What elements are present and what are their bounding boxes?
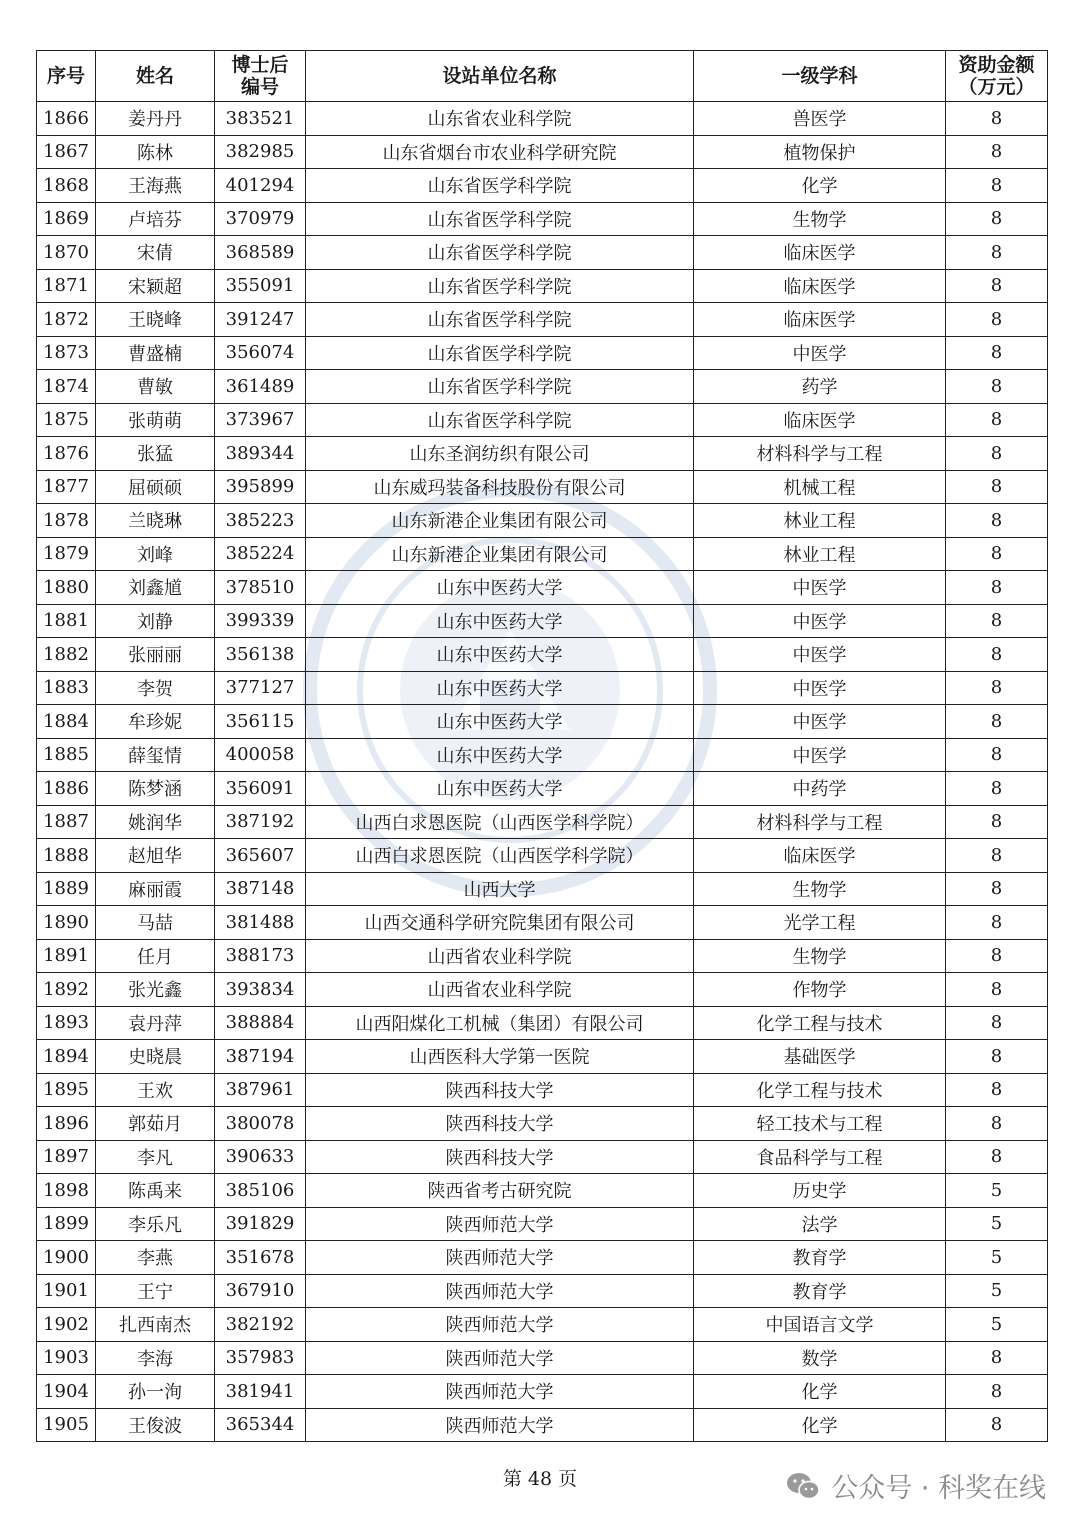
- cell-seq: 1894: [37, 1040, 96, 1074]
- cell-code: 387192: [215, 805, 306, 839]
- cell-name: 史晓晨: [96, 1040, 215, 1074]
- cell-amount: 8: [946, 169, 1048, 203]
- cell-amount: 8: [946, 671, 1048, 705]
- table-row: [37, 1408, 1048, 1442]
- cell-discipline: 中医学: [694, 604, 946, 638]
- cell-code: 401294: [215, 169, 306, 203]
- cell-seq: 1888: [37, 839, 96, 873]
- cell-unit: 陕西师范大学: [306, 1241, 694, 1275]
- cell-unit: 山东中医药大学: [306, 772, 694, 806]
- cell-name: 李海: [96, 1341, 215, 1375]
- cell-unit: 陕西师范大学: [306, 1207, 694, 1241]
- cell-unit: 山东省医学科学院: [306, 336, 694, 370]
- table-row: [37, 135, 1048, 169]
- cell-amount: 5: [946, 1308, 1048, 1342]
- cell-seq: 1896: [37, 1107, 96, 1141]
- cell-code: 387148: [215, 872, 306, 906]
- cell-unit: 山东省农业科学院: [306, 102, 694, 136]
- cell-unit: 山西医科大学第一医院: [306, 1040, 694, 1074]
- cell-code: 373967: [215, 403, 306, 437]
- cell-name: 刘静: [96, 604, 215, 638]
- cell-unit: 山西大学: [306, 872, 694, 906]
- cell-discipline: 材料科学与工程: [694, 437, 946, 471]
- cell-name: 李燕: [96, 1241, 215, 1275]
- cell-amount: 8: [946, 504, 1048, 538]
- cell-seq: 1900: [37, 1241, 96, 1275]
- cell-seq: 1902: [37, 1308, 96, 1342]
- cell-amount: 8: [946, 403, 1048, 437]
- page-number: 第 48 页: [502, 1468, 578, 1490]
- cell-seq: 1886: [37, 772, 96, 806]
- cell-discipline: 材料科学与工程: [694, 805, 946, 839]
- cell-code: 381941: [215, 1375, 306, 1409]
- cell-name: 李乐凡: [96, 1207, 215, 1241]
- cell-discipline: 中国语言文学: [694, 1308, 946, 1342]
- cell-amount: 8: [946, 772, 1048, 806]
- header-amount-line2: （万元）: [958, 76, 1035, 98]
- table-row: [37, 537, 1048, 571]
- cell-code: 381488: [215, 906, 306, 940]
- cell-name: 陈林: [96, 135, 215, 169]
- table-row: [37, 906, 1048, 940]
- cell-unit: 山东新港企业集团有限公司: [306, 504, 694, 538]
- cell-amount: 8: [946, 638, 1048, 672]
- header-code: [215, 51, 306, 102]
- cell-discipline: 林业工程: [694, 537, 946, 571]
- cell-name: 郭茹月: [96, 1107, 215, 1141]
- table-row: [37, 470, 1048, 504]
- cell-seq: 1880: [37, 571, 96, 605]
- table-row: [37, 236, 1048, 270]
- cell-seq: 1870: [37, 236, 96, 270]
- cell-name: 李贺: [96, 671, 215, 705]
- cell-discipline: 生物学: [694, 872, 946, 906]
- cell-seq: 1871: [37, 269, 96, 303]
- cell-amount: 8: [946, 370, 1048, 404]
- cell-discipline: 基础医学: [694, 1040, 946, 1074]
- cell-code: 399339: [215, 604, 306, 638]
- cell-code: 389344: [215, 437, 306, 471]
- cell-seq: 1889: [37, 872, 96, 906]
- cell-name: 姜丹丹: [96, 102, 215, 136]
- table-row: [37, 303, 1048, 337]
- table-row: [37, 705, 1048, 739]
- cell-name: 麻丽霞: [96, 872, 215, 906]
- cell-amount: 8: [946, 537, 1048, 571]
- cell-amount: 5: [946, 1274, 1048, 1308]
- cell-unit: 山东中医药大学: [306, 638, 694, 672]
- cell-amount: 8: [946, 1375, 1048, 1409]
- cell-discipline: 兽医学: [694, 102, 946, 136]
- cell-discipline: 中医学: [694, 705, 946, 739]
- cell-code: 356074: [215, 336, 306, 370]
- table-row: [37, 202, 1048, 236]
- table-row: [37, 1241, 1048, 1275]
- cell-amount: 8: [946, 738, 1048, 772]
- cell-code: 382192: [215, 1308, 306, 1342]
- table-header-row: [37, 51, 1048, 102]
- cell-discipline: 历史学: [694, 1174, 946, 1208]
- cell-name: 兰晓琳: [96, 504, 215, 538]
- cell-discipline: 中医学: [694, 671, 946, 705]
- account-watermark: [785, 1466, 1046, 1505]
- header-code-line1: 博士后: [231, 54, 289, 76]
- cell-discipline: 中医学: [694, 738, 946, 772]
- cell-seq: 1877: [37, 470, 96, 504]
- cell-discipline: 生物学: [694, 939, 946, 973]
- table-row: [37, 1107, 1048, 1141]
- cell-amount: 8: [946, 1341, 1048, 1375]
- cell-amount: 5: [946, 1207, 1048, 1241]
- cell-seq: 1901: [37, 1274, 96, 1308]
- cell-name: 薛玺情: [96, 738, 215, 772]
- cell-seq: 1897: [37, 1140, 96, 1174]
- cell-discipline: 林业工程: [694, 504, 946, 538]
- cell-seq: 1882: [37, 638, 96, 672]
- cell-seq: 1874: [37, 370, 96, 404]
- table-row: [37, 839, 1048, 873]
- cell-discipline: 药学: [694, 370, 946, 404]
- wechat-icon: [785, 1471, 821, 1501]
- cell-discipline: 教育学: [694, 1274, 946, 1308]
- cell-discipline: 中医学: [694, 638, 946, 672]
- table-row: [37, 738, 1048, 772]
- cell-amount: 8: [946, 1140, 1048, 1174]
- cell-discipline: 化学: [694, 1408, 946, 1442]
- cell-unit: 陕西科技大学: [306, 1073, 694, 1107]
- table-row: [37, 269, 1048, 303]
- cell-code: 391247: [215, 303, 306, 337]
- cell-name: 张光鑫: [96, 973, 215, 1007]
- table-row: [37, 772, 1048, 806]
- cell-unit: 山东威玛装备科技股份有限公司: [306, 470, 694, 504]
- cell-seq: 1887: [37, 805, 96, 839]
- header-name: 姓名: [96, 51, 215, 102]
- cell-amount: 8: [946, 1040, 1048, 1074]
- cell-code: 400058: [215, 738, 306, 772]
- cell-code: 383521: [215, 102, 306, 136]
- cell-code: 393834: [215, 973, 306, 1007]
- table-row: [37, 1140, 1048, 1174]
- cell-code: 368589: [215, 236, 306, 270]
- cell-amount: 8: [946, 705, 1048, 739]
- cell-code: 390633: [215, 1140, 306, 1174]
- table-row: [37, 1308, 1048, 1342]
- cell-unit: 陕西师范大学: [306, 1375, 694, 1409]
- header-amount-line1: 资助金额: [958, 54, 1035, 76]
- table-row: [37, 1274, 1048, 1308]
- table-row: [37, 939, 1048, 973]
- cell-amount: 8: [946, 1006, 1048, 1040]
- cell-unit: 陕西省考古研究院: [306, 1174, 694, 1208]
- cell-seq: 1890: [37, 906, 96, 940]
- funding-table: [36, 50, 1048, 1442]
- cell-name: 张萌萌: [96, 403, 215, 437]
- cell-unit: 山东中医药大学: [306, 671, 694, 705]
- cell-discipline: 化学工程与技术: [694, 1073, 946, 1107]
- cell-code: 367910: [215, 1274, 306, 1308]
- table-row: [37, 571, 1048, 605]
- cell-code: 380078: [215, 1107, 306, 1141]
- cell-name: 孙一洵: [96, 1375, 215, 1409]
- cell-discipline: 法学: [694, 1207, 946, 1241]
- cell-discipline: 临床医学: [694, 236, 946, 270]
- cell-discipline: 中药学: [694, 772, 946, 806]
- cell-discipline: 化学工程与技术: [694, 1006, 946, 1040]
- cell-amount: 8: [946, 839, 1048, 873]
- table-row: [37, 973, 1048, 1007]
- cell-unit: 陕西师范大学: [306, 1308, 694, 1342]
- cell-amount: 8: [946, 1107, 1048, 1141]
- table-row: [37, 604, 1048, 638]
- table-row: [37, 1341, 1048, 1375]
- table-row: [37, 1375, 1048, 1409]
- cell-unit: 山东省医学科学院: [306, 236, 694, 270]
- cell-discipline: 植物保护: [694, 135, 946, 169]
- cell-name: 刘鑫馗: [96, 571, 215, 605]
- cell-discipline: 化学: [694, 1375, 946, 1409]
- header-code-line2: 编号: [240, 76, 279, 98]
- cell-seq: 1879: [37, 537, 96, 571]
- cell-seq: 1867: [37, 135, 96, 169]
- cell-name: 牟珍妮: [96, 705, 215, 739]
- cell-name: 马喆: [96, 906, 215, 940]
- cell-name: 袁丹萍: [96, 1006, 215, 1040]
- cell-name: 曹盛楠: [96, 336, 215, 370]
- cell-seq: 1872: [37, 303, 96, 337]
- funding-table-container: [36, 50, 1047, 1442]
- cell-amount: 8: [946, 1073, 1048, 1107]
- header-discipline: 一级学科: [694, 51, 946, 102]
- cell-unit: 山东中医药大学: [306, 571, 694, 605]
- cell-name: 王俊波: [96, 1408, 215, 1442]
- cell-code: 391829: [215, 1207, 306, 1241]
- cell-code: 356091: [215, 772, 306, 806]
- cell-amount: 8: [946, 269, 1048, 303]
- cell-code: 351678: [215, 1241, 306, 1275]
- cell-code: 356115: [215, 705, 306, 739]
- cell-code: 385223: [215, 504, 306, 538]
- cell-code: 365607: [215, 839, 306, 873]
- cell-discipline: 光学工程: [694, 906, 946, 940]
- cell-code: 382985: [215, 135, 306, 169]
- table-row: [37, 638, 1048, 672]
- table-row: [37, 403, 1048, 437]
- cell-seq: 1905: [37, 1408, 96, 1442]
- cell-seq: 1891: [37, 939, 96, 973]
- cell-discipline: 临床医学: [694, 839, 946, 873]
- cell-seq: 1899: [37, 1207, 96, 1241]
- cell-amount: 8: [946, 571, 1048, 605]
- table-row: [37, 1174, 1048, 1208]
- cell-code: 395899: [215, 470, 306, 504]
- cell-seq: 1878: [37, 504, 96, 538]
- cell-discipline: 数学: [694, 1341, 946, 1375]
- cell-discipline: 临床医学: [694, 269, 946, 303]
- cell-seq: 1868: [37, 169, 96, 203]
- cell-unit: 山西白求恩医院（山西医学科学院）: [306, 839, 694, 873]
- cell-seq: 1881: [37, 604, 96, 638]
- cell-unit: 山西省农业科学院: [306, 973, 694, 1007]
- cell-name: 李凡: [96, 1140, 215, 1174]
- cell-seq: 1892: [37, 973, 96, 1007]
- cell-code: 370979: [215, 202, 306, 236]
- table-row: [37, 437, 1048, 471]
- cell-unit: 山东省医学科学院: [306, 403, 694, 437]
- cell-unit: 陕西师范大学: [306, 1274, 694, 1308]
- cell-unit: 山东省烟台市农业科学研究院: [306, 135, 694, 169]
- cell-amount: 8: [946, 906, 1048, 940]
- cell-name: 王海燕: [96, 169, 215, 203]
- cell-name: 张猛: [96, 437, 215, 471]
- cell-seq: 1873: [37, 336, 96, 370]
- cell-amount: 8: [946, 437, 1048, 471]
- cell-amount: 8: [946, 303, 1048, 337]
- cell-unit: 山东省医学科学院: [306, 269, 694, 303]
- cell-name: 扎西南杰: [96, 1308, 215, 1342]
- table-row: [37, 336, 1048, 370]
- cell-unit: 陕西科技大学: [306, 1107, 694, 1141]
- cell-discipline: 生物学: [694, 202, 946, 236]
- cell-name: 王晓峰: [96, 303, 215, 337]
- cell-amount: 8: [946, 973, 1048, 1007]
- cell-name: 王宁: [96, 1274, 215, 1308]
- cell-name: 陈梦涵: [96, 772, 215, 806]
- cell-amount: 8: [946, 604, 1048, 638]
- cell-discipline: 中医学: [694, 571, 946, 605]
- cell-name: 姚润华: [96, 805, 215, 839]
- table-row: [37, 1207, 1048, 1241]
- cell-name: 卢培芬: [96, 202, 215, 236]
- table-row: [37, 504, 1048, 538]
- cell-code: 378510: [215, 571, 306, 605]
- cell-code: 357983: [215, 1341, 306, 1375]
- table-row: [37, 671, 1048, 705]
- cell-name: 宋倩: [96, 236, 215, 270]
- cell-code: 356138: [215, 638, 306, 672]
- cell-unit: 山西交通科学研究院集团有限公司: [306, 906, 694, 940]
- table-row: [37, 1040, 1048, 1074]
- cell-name: 陈禹来: [96, 1174, 215, 1208]
- cell-seq: 1884: [37, 705, 96, 739]
- cell-amount: 8: [946, 470, 1048, 504]
- cell-code: 387194: [215, 1040, 306, 1074]
- cell-unit: 山东中医药大学: [306, 604, 694, 638]
- cell-unit: 山东中医药大学: [306, 705, 694, 739]
- account-name: 公众号 · 科奖在线: [831, 1473, 1046, 1504]
- cell-unit: 山东省医学科学院: [306, 169, 694, 203]
- cell-seq: 1869: [37, 202, 96, 236]
- cell-code: 388173: [215, 939, 306, 973]
- cell-discipline: 中医学: [694, 336, 946, 370]
- cell-discipline: 机械工程: [694, 470, 946, 504]
- cell-code: 377127: [215, 671, 306, 705]
- cell-code: 361489: [215, 370, 306, 404]
- cell-name: 刘峰: [96, 537, 215, 571]
- cell-amount: 5: [946, 1174, 1048, 1208]
- cell-discipline: 临床医学: [694, 303, 946, 337]
- cell-amount: 8: [946, 872, 1048, 906]
- cell-discipline: 化学: [694, 169, 946, 203]
- table-row: [37, 1073, 1048, 1107]
- cell-unit: 陕西师范大学: [306, 1408, 694, 1442]
- cell-name: 张丽丽: [96, 638, 215, 672]
- cell-name: 曹敏: [96, 370, 215, 404]
- cell-name: 王欢: [96, 1073, 215, 1107]
- cell-unit: 陕西师范大学: [306, 1341, 694, 1375]
- cell-discipline: 食品科学与工程: [694, 1140, 946, 1174]
- cell-seq: 1893: [37, 1006, 96, 1040]
- cell-seq: 1876: [37, 437, 96, 471]
- cell-amount: 8: [946, 202, 1048, 236]
- cell-discipline: 临床医学: [694, 403, 946, 437]
- cell-seq: 1866: [37, 102, 96, 136]
- cell-amount: 8: [946, 939, 1048, 973]
- cell-unit: 山东省医学科学院: [306, 370, 694, 404]
- cell-amount: 8: [946, 135, 1048, 169]
- table-row: [37, 370, 1048, 404]
- cell-unit: 山西省农业科学院: [306, 939, 694, 973]
- cell-amount: 8: [946, 336, 1048, 370]
- cell-unit: 山西白求恩医院（山西医学科学院）: [306, 805, 694, 839]
- cell-amount: 8: [946, 1408, 1048, 1442]
- cell-code: 355091: [215, 269, 306, 303]
- cell-seq: 1885: [37, 738, 96, 772]
- table-row: [37, 805, 1048, 839]
- table-row: [37, 1006, 1048, 1040]
- header-amount: [946, 51, 1048, 102]
- cell-code: 388884: [215, 1006, 306, 1040]
- cell-seq: 1895: [37, 1073, 96, 1107]
- table-row: [37, 169, 1048, 203]
- cell-unit: 山东省医学科学院: [306, 202, 694, 236]
- cell-discipline: 轻工技术与工程: [694, 1107, 946, 1141]
- cell-amount: 8: [946, 102, 1048, 136]
- cell-amount: 8: [946, 236, 1048, 270]
- cell-unit: 山东中医药大学: [306, 738, 694, 772]
- cell-unit: 山东省医学科学院: [306, 303, 694, 337]
- cell-name: 屈硕硕: [96, 470, 215, 504]
- cell-unit: 陕西科技大学: [306, 1140, 694, 1174]
- cell-unit: 山东新港企业集团有限公司: [306, 537, 694, 571]
- cell-seq: 1898: [37, 1174, 96, 1208]
- cell-amount: 8: [946, 805, 1048, 839]
- cell-discipline: 作物学: [694, 973, 946, 1007]
- cell-name: 任月: [96, 939, 215, 973]
- table-row: [37, 872, 1048, 906]
- cell-name: 宋颖超: [96, 269, 215, 303]
- cell-code: 385224: [215, 537, 306, 571]
- cell-seq: 1903: [37, 1341, 96, 1375]
- cell-amount: 5: [946, 1241, 1048, 1275]
- cell-seq: 1904: [37, 1375, 96, 1409]
- cell-code: 387961: [215, 1073, 306, 1107]
- header-seq: 序号: [37, 51, 96, 102]
- cell-unit: 山西阳煤化工机械（集团）有限公司: [306, 1006, 694, 1040]
- cell-code: 385106: [215, 1174, 306, 1208]
- cell-discipline: 教育学: [694, 1241, 946, 1275]
- table-body: [37, 102, 1048, 1442]
- table-row: [37, 102, 1048, 136]
- cell-seq: 1883: [37, 671, 96, 705]
- cell-seq: 1875: [37, 403, 96, 437]
- cell-name: 赵旭华: [96, 839, 215, 873]
- cell-code: 365344: [215, 1408, 306, 1442]
- header-unit: 设站单位名称: [306, 51, 694, 102]
- cell-unit: 山东圣润纺织有限公司: [306, 437, 694, 471]
